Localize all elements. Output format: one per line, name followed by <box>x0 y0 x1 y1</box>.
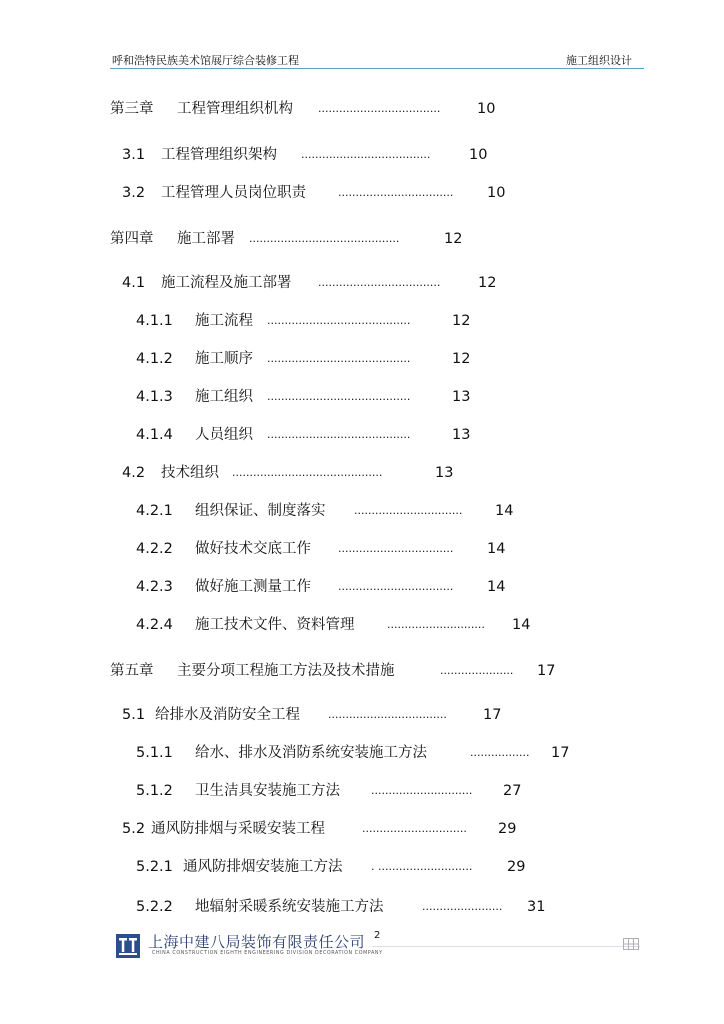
toc-number: 4.2.3 <box>136 579 173 595</box>
toc-page: 14 <box>487 541 506 557</box>
toc-number: 3.1 <box>122 147 146 163</box>
toc-page: 13 <box>435 465 454 481</box>
toc-leader-dots: ......................................... <box>267 352 411 365</box>
toc-number: 5.2.1 <box>136 859 173 875</box>
toc-title: 地辐射采暖系统安装施工方法 <box>195 899 384 915</box>
toc-title: 施工顺序 <box>195 351 253 367</box>
toc-leader-dots: .............................. <box>362 822 467 835</box>
toc-title: 主要分项工程施工方法及技术措施 <box>177 663 395 679</box>
toc-entry[interactable] <box>0 311 724 331</box>
footer-divider <box>372 946 640 947</box>
toc-title: 通风防排烟安装施工方法 <box>183 859 343 875</box>
toc-page: 10 <box>487 185 506 201</box>
toc-number: 第三章 <box>110 101 154 117</box>
toc-entry[interactable] <box>0 501 724 521</box>
toc-title: 施工技术文件、资料管理 <box>195 617 355 633</box>
toc-title: 施工组织 <box>195 389 253 405</box>
toc-entry[interactable] <box>0 577 724 597</box>
toc-entry[interactable] <box>0 425 724 445</box>
toc-number: 4.2 <box>122 465 146 481</box>
toc-page: 10 <box>477 101 496 117</box>
toc-entry[interactable] <box>0 743 724 763</box>
toc-leader-dots: ................................. <box>338 186 454 199</box>
toc-entry[interactable] <box>0 857 724 877</box>
toc-leader-dots: . ........................... <box>371 860 473 873</box>
toc-leader-dots: ......................................... <box>267 390 411 403</box>
decorative-mark-icon <box>623 938 639 950</box>
toc-leader-dots: ......................................... <box>267 314 411 327</box>
toc-number: 4.2.2 <box>136 541 173 557</box>
toc-number: 4.1 <box>122 275 146 291</box>
toc-title: 施工流程及施工部署 <box>161 275 292 291</box>
toc-title: 工程管理人员岗位职责 <box>161 185 306 201</box>
toc-entry[interactable] <box>0 819 724 839</box>
toc-entry[interactable] <box>0 99 724 119</box>
toc-title: 施工流程 <box>195 313 253 329</box>
toc-number: 4.1.1 <box>136 313 173 329</box>
toc-leader-dots: ..................... <box>440 664 514 677</box>
toc-page: 13 <box>452 427 471 443</box>
page-number: 2 <box>374 930 381 941</box>
toc-page: 12 <box>444 231 463 247</box>
toc-title: 通风防排烟与采暖安装工程 <box>151 821 325 837</box>
toc-entry[interactable] <box>0 463 724 483</box>
toc-entry[interactable] <box>0 781 724 801</box>
toc-number: 5.2.2 <box>136 899 173 915</box>
toc-title: 做好施工测量工作 <box>195 579 311 595</box>
toc-entry[interactable] <box>0 229 724 249</box>
toc-number: 4.1.2 <box>136 351 173 367</box>
toc-title: 技术组织 <box>161 465 219 481</box>
toc-entry[interactable] <box>0 661 724 681</box>
toc-leader-dots: ..................................... <box>301 148 431 161</box>
toc-title: 人员组织 <box>195 427 253 443</box>
toc-page: 14 <box>495 503 514 519</box>
toc-page: 29 <box>507 859 526 875</box>
toc-leader-dots: ................................. <box>338 542 454 555</box>
toc-entry[interactable] <box>0 145 724 165</box>
toc-title: 给水、排水及消防系统安装施工方法 <box>195 745 427 761</box>
toc-number: 4.2.1 <box>136 503 173 519</box>
toc-leader-dots: ............................. <box>371 784 473 797</box>
toc-leader-dots: ................. <box>470 746 530 759</box>
toc-leader-dots: ................................... <box>318 102 441 115</box>
toc-leader-dots: ........................................... <box>249 232 400 245</box>
toc-number: 5.1.1 <box>136 745 173 761</box>
toc-number: 4.2.4 <box>136 617 173 633</box>
toc-title: 组织保证、制度落实 <box>195 503 326 519</box>
toc-leader-dots: ................................. <box>338 580 454 593</box>
toc-number: 4.1.4 <box>136 427 173 443</box>
toc-page: 14 <box>512 617 531 633</box>
toc-page: 17 <box>483 707 502 723</box>
toc-leader-dots: .................................. <box>328 708 447 721</box>
toc-number: 5.1.2 <box>136 783 173 799</box>
toc-title: 施工部署 <box>177 231 235 247</box>
toc-title: 工程管理组织机构 <box>177 101 293 117</box>
toc-leader-dots: ................................... <box>318 276 441 289</box>
toc-number: 第五章 <box>110 663 154 679</box>
toc-page: 12 <box>452 313 471 329</box>
toc-leader-dots: ........................................... <box>232 466 383 479</box>
header-divider <box>110 68 644 69</box>
toc-title: 给排水及消防安全工程 <box>155 707 300 723</box>
company-name: 上海中建八局装饰有限责任公司 <box>148 933 366 951</box>
toc-page: 29 <box>498 821 517 837</box>
toc-title: 做好技术交底工作 <box>195 541 311 557</box>
toc-number: 5.2 <box>122 821 146 837</box>
toc-leader-dots: ....................... <box>422 900 503 913</box>
toc-entry[interactable] <box>0 897 724 917</box>
toc-title: 工程管理组织架构 <box>161 147 277 163</box>
toc-page: 12 <box>452 351 471 367</box>
toc-number: 3.2 <box>122 185 146 201</box>
toc-entry[interactable] <box>0 615 724 635</box>
toc-page: 14 <box>487 579 506 595</box>
cscec-logo-icon <box>116 934 140 958</box>
project-title: 呼和浩特民族美术馆展厅综合装修工程 <box>112 54 299 67</box>
toc-entry[interactable] <box>0 183 724 203</box>
toc-page: 31 <box>527 899 546 915</box>
toc-page: 12 <box>478 275 497 291</box>
document-type: 施工组织设计 <box>566 54 632 67</box>
toc-page: 13 <box>452 389 471 405</box>
toc-entry[interactable] <box>0 273 724 293</box>
toc-leader-dots: ............................... <box>354 504 463 517</box>
toc-page: 17 <box>551 745 570 761</box>
toc-page: 10 <box>469 147 488 163</box>
toc-entry[interactable] <box>0 387 724 407</box>
toc-number: 第四章 <box>110 231 154 247</box>
toc-leader-dots: ............................ <box>387 618 485 631</box>
toc-entry[interactable] <box>0 539 724 559</box>
toc-number: 5.1 <box>122 707 146 723</box>
company-name-english: CHINA CONSTRUCTION EIGHTH ENGINEERING DIVISION DECORATION COMPANY <box>152 951 383 956</box>
toc-entry[interactable] <box>0 349 724 369</box>
toc-page: 17 <box>537 663 556 679</box>
toc-page: 27 <box>503 783 522 799</box>
toc-entry[interactable] <box>0 705 724 725</box>
toc-leader-dots: ......................................... <box>267 428 411 441</box>
toc-number: 4.1.3 <box>136 389 173 405</box>
toc-title: 卫生洁具安装施工方法 <box>195 783 340 799</box>
